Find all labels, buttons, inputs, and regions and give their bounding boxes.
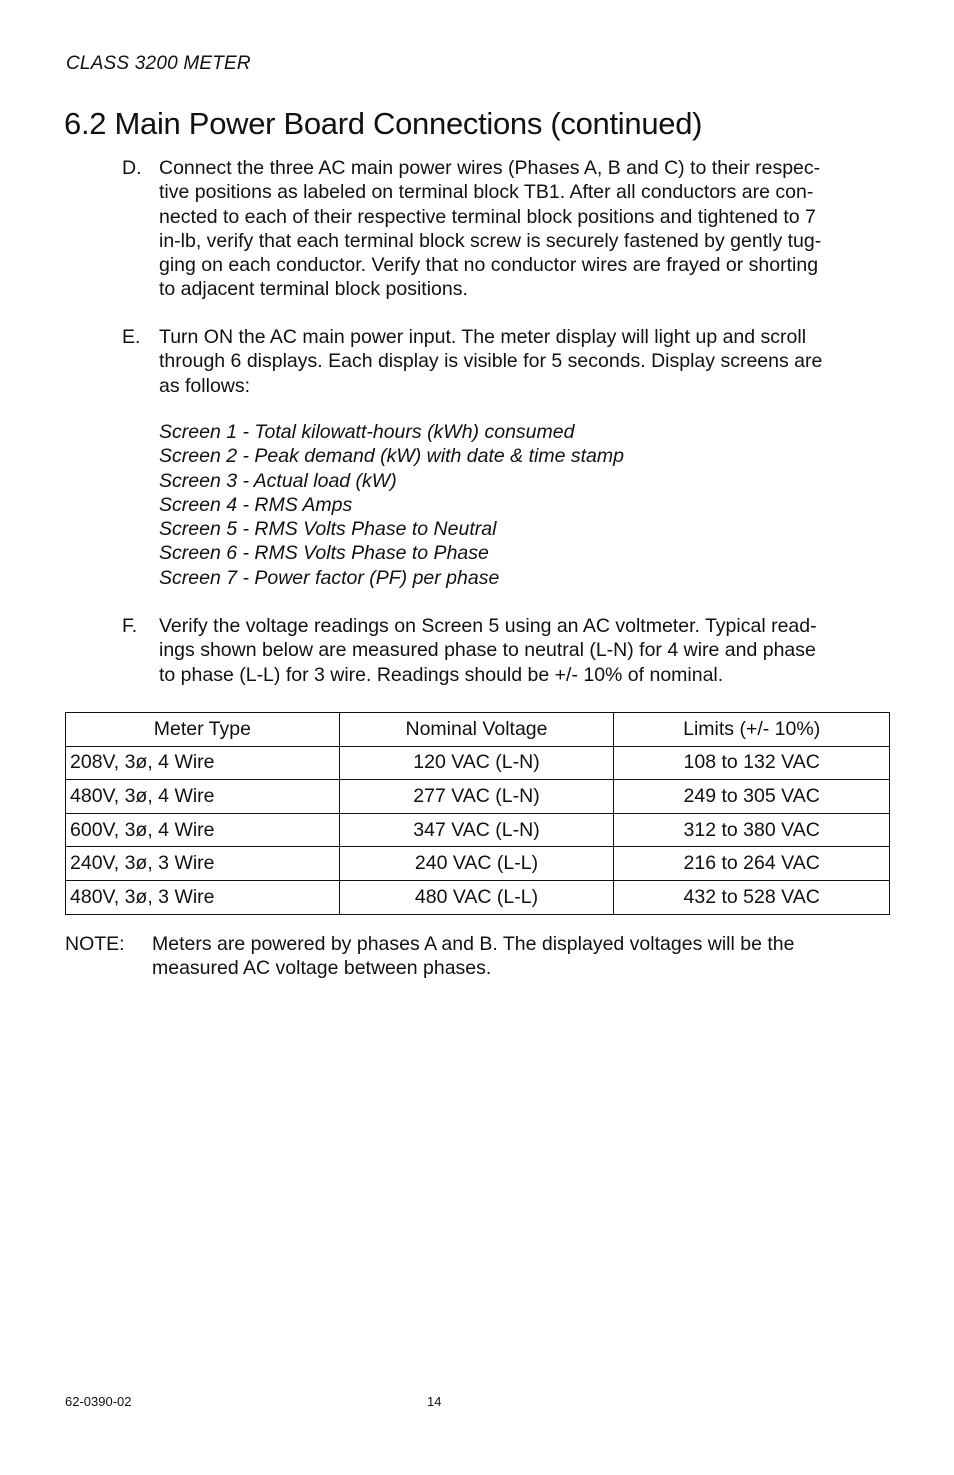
screen-item: Screen 2 - Peak demand (kW) with date & time stamp (159, 445, 624, 468)
cell-meter-type: 240V, 3ø, 3 Wire (66, 847, 340, 881)
screen-item: Screen 4 - RMS Amps (159, 493, 353, 516)
step-marker: F. (122, 615, 138, 637)
cell-limits: 216 to 264 VAC (614, 847, 890, 881)
step-line: Verify the voltage readings on Screen 5 using an AC voltmeter. Typical read- (159, 615, 817, 637)
cell-limits: 249 to 305 VAC (614, 780, 890, 814)
cell-meter-type: 480V, 3ø, 3 Wire (66, 880, 340, 914)
step-line: Turn ON the AC main power input. The meter display will light up and scroll (159, 326, 807, 348)
step-line: to adjacent terminal block positions. (159, 278, 468, 301)
step-line: nected to each of their respective terminal block positions and tightened to 7 (159, 205, 816, 228)
table-row (66, 880, 890, 914)
step-d (122, 156, 892, 302)
step-marker: D. (122, 157, 142, 179)
step-body (159, 156, 892, 302)
document-number: 62-0390-02 (65, 1394, 132, 1409)
note (65, 932, 895, 981)
table-row (66, 813, 890, 847)
table-row (66, 746, 890, 780)
cell-meter-type: 600V, 3ø, 4 Wire (66, 813, 340, 847)
screen-item: Screen 7 - Power factor (PF) per phase (159, 566, 500, 589)
step-f (122, 614, 892, 687)
running-head: CLASS 3200 METER (66, 53, 251, 74)
cell-nominal-voltage: 240 VAC (L-L) (339, 847, 614, 881)
screen-item: Screen 1 - Total kilowatt-hours (kWh) consumed (159, 421, 575, 443)
step-line: ings shown below are measured phase to neutral (L-N) for 4 wire and phase (159, 639, 816, 662)
note-label: NOTE: (65, 933, 125, 955)
step-marker: E. (122, 326, 141, 348)
step-line: as follows: (159, 374, 251, 397)
cell-nominal-voltage: 120 VAC (L-N) (339, 746, 614, 780)
step-line: to phase (L-L) for 3 wire. Readings should be +/- 10% of nominal. (159, 663, 724, 686)
step-line: in-lb, verify that each terminal block screw is securely fastened by gently tug- (159, 229, 822, 252)
note-line: Meters are powered by phases A and B. The displayed voltages will be the (152, 933, 795, 955)
cell-limits: 432 to 528 VAC (614, 880, 890, 914)
step-line: tive positions as labeled on terminal block TB1. After all conductors are con- (159, 181, 814, 204)
step-body (159, 614, 892, 687)
cell-nominal-voltage: 480 VAC (L-L) (339, 880, 614, 914)
cell-limits: 312 to 380 VAC (614, 813, 890, 847)
screen-item: Screen 3 - Actual load (kW) (159, 469, 397, 492)
table-row (66, 780, 890, 814)
cell-meter-type: 208V, 3ø, 4 Wire (66, 746, 340, 780)
section-title: 6.2 Main Power Board Connections (continued) (64, 106, 703, 141)
note-line: measured AC voltage between phases. (152, 957, 492, 980)
header-meter-type: Meter Type (66, 713, 340, 747)
cell-nominal-voltage: 347 VAC (L-N) (339, 813, 614, 847)
step-line: through 6 displays. Each display is visible for 5 seconds. Display screens are (159, 350, 823, 373)
header-nominal-voltage: Nominal Voltage (339, 713, 614, 747)
page-number: 14 (427, 1394, 442, 1409)
note-body (152, 932, 895, 981)
step-e (122, 325, 892, 398)
step-body (159, 325, 892, 398)
header-limits: Limits (+/- 10%) (614, 713, 890, 747)
step-line: ging on each conductor. Verify that no conductor wires are frayed or shorting (159, 254, 819, 277)
table-header-row (66, 713, 890, 747)
voltage-table (65, 712, 890, 915)
cell-meter-type: 480V, 3ø, 4 Wire (66, 780, 340, 814)
screen-item: Screen 6 - RMS Volts Phase to Phase (159, 542, 489, 565)
step-line: Connect the three AC main power wires (Phases A, B and C) to their respec- (159, 157, 821, 179)
cell-limits: 108 to 132 VAC (614, 746, 890, 780)
table-row (66, 847, 890, 881)
screen-list (159, 420, 624, 590)
screen-item: Screen 5 - RMS Volts Phase to Neutral (159, 518, 497, 541)
cell-nominal-voltage: 277 VAC (L-N) (339, 780, 614, 814)
